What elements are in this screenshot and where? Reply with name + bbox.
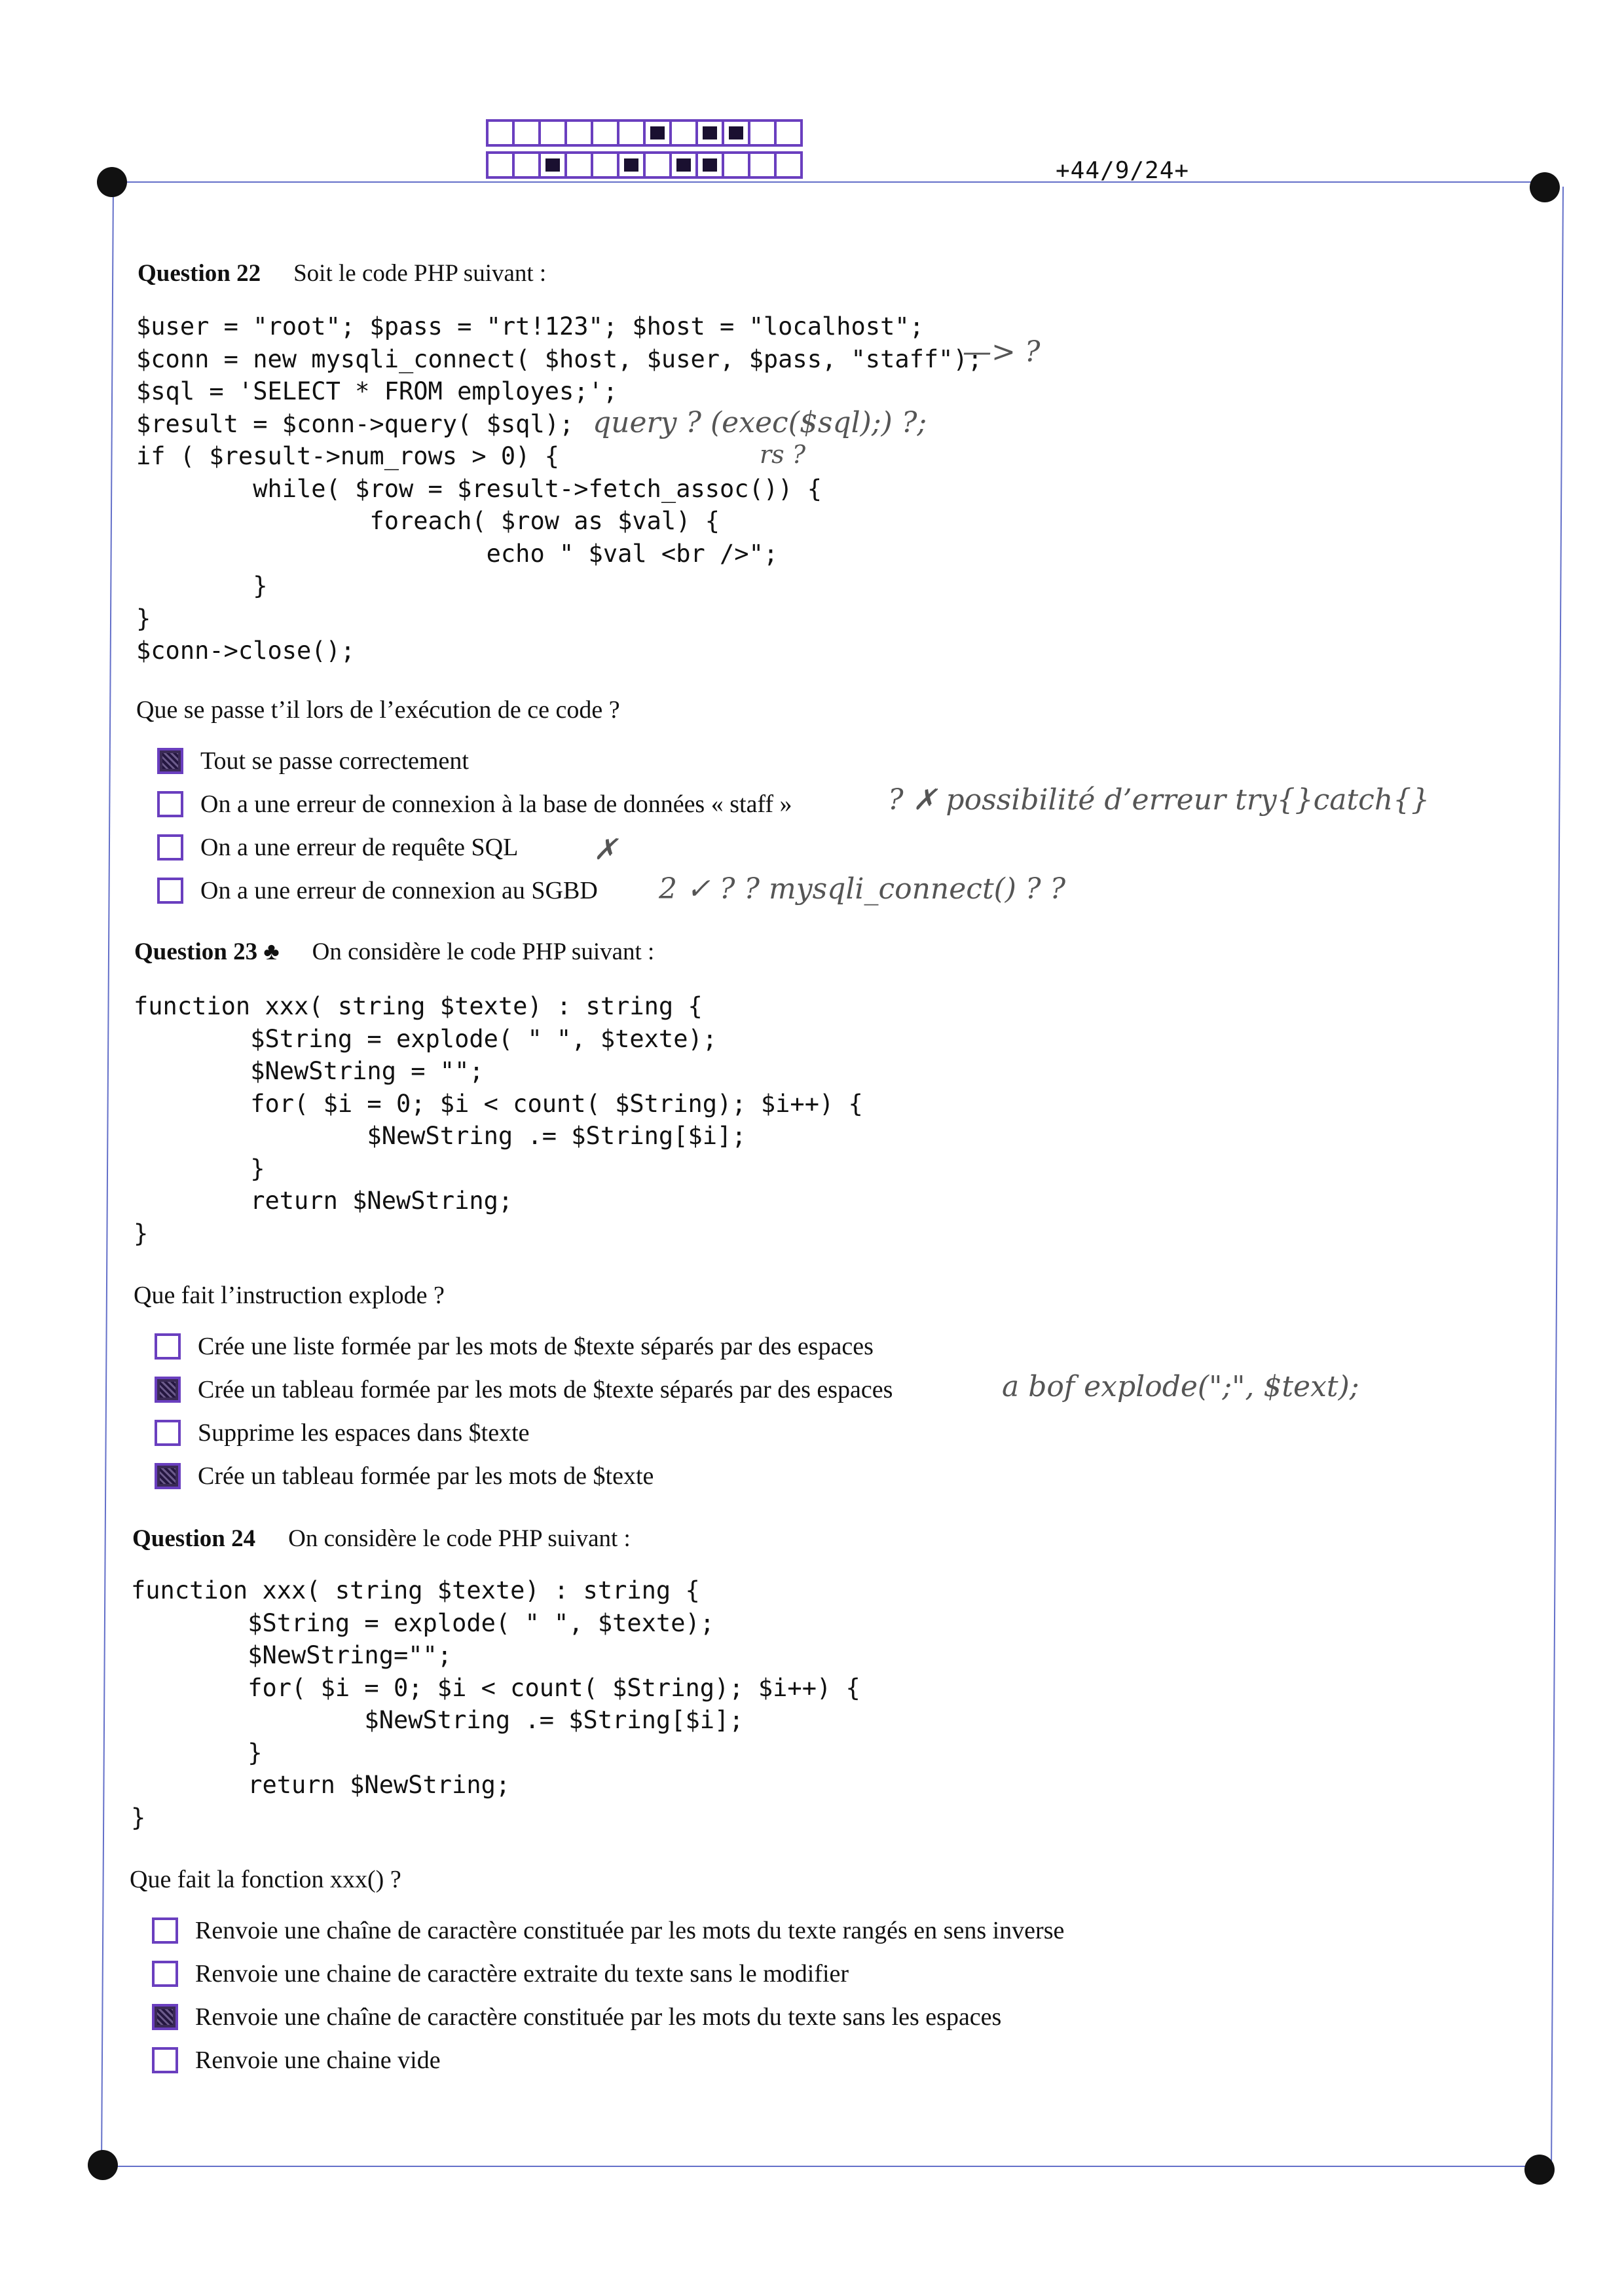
handwritten-note-rows: rs ? (760, 440, 806, 469)
answer-text: Crée une liste formée par les mots de $texte séparés par des espaces (198, 1333, 874, 1360)
answer-text: On a une erreur de connexion à la base de données « staff » (200, 790, 792, 818)
barcode-cell (774, 119, 803, 147)
question-23-code: function xxx( string $texte) : string { $String = explode( " ", $texte); $NewString = ""; for( $i = 0; $i < count( $String); $i++) { $NewString .= $String[$i]; } return $NewString; } (134, 992, 863, 1248)
barcode-cell (643, 151, 672, 179)
frame-left-border (101, 181, 114, 2166)
handwritten-note-answer3: ✗ (593, 833, 618, 866)
question-23-title (134, 938, 654, 966)
barcode-cell (591, 151, 619, 179)
q23-answer-1[interactable] (155, 1332, 874, 1361)
q23-checkbox-3[interactable] (155, 1420, 181, 1446)
q23-checkbox-4[interactable] (155, 1463, 181, 1489)
q22-answer-4[interactable] (157, 876, 598, 905)
answer-text: Crée un tableau formée par les mots de $texte (198, 1462, 654, 1490)
frame-right-border (1551, 187, 1564, 2171)
barcode-row-2 (486, 151, 800, 179)
q24-answer-2[interactable] (152, 1959, 849, 1988)
handwritten-note-query: query ? (exec($sql);) ?; (593, 406, 927, 439)
barcode-cell (617, 151, 646, 179)
corner-marker-bottom-right (1524, 2155, 1555, 2185)
q22-answer-1[interactable] (157, 747, 469, 775)
q22-answer-2[interactable] (157, 790, 792, 819)
barcode-cell (669, 119, 698, 147)
club-icon: ♣ (263, 938, 280, 965)
barcode-row-1 (486, 119, 800, 147)
barcode-cell (774, 151, 803, 179)
corner-marker-bottom-left (88, 2150, 118, 2180)
answer-text: Renvoie une chaîne de caractère constituée par les mots du texte sans les espaces (195, 2003, 1002, 2031)
question-label: Question 24 (132, 1525, 256, 1552)
corner-marker-top-right (1530, 172, 1560, 202)
q24-answer-3[interactable] (152, 2003, 1001, 2031)
answer-text: Renvoie une chaine de caractère extraite du texte sans le modifier (195, 1960, 849, 1988)
q23-checkbox-2[interactable] (155, 1377, 181, 1403)
handwritten-note-answer2: ? ✗ possibilité d’erreur try{}catch{} (888, 783, 1430, 817)
question-24-code: function xxx( string $texte) : string { $String = explode( " ", $texte); $NewString=""; for( $i = 0; $i < count( $String); $i++) { $NewString .= $String[$i]; } return $NewString; } (131, 1576, 860, 1832)
answer-text: Tout se passe correctement (200, 747, 469, 775)
barcode-cell (486, 119, 515, 147)
corner-marker-top-left (97, 167, 127, 197)
q22-checkbox-3[interactable] (157, 834, 183, 861)
question-intro: On considère le code PHP suivant : (312, 938, 655, 965)
q24-answer-1[interactable] (152, 1916, 1064, 1945)
question-intro: On considère le code PHP suivant : (288, 1525, 631, 1552)
barcode-cell (722, 119, 750, 147)
q24-checkbox-3[interactable] (152, 2004, 178, 2030)
barcode-cell (669, 151, 698, 179)
answer-text: Crée un tableau formée par les mots de $texte séparés par des espaces (198, 1376, 893, 1403)
q23-answer-2[interactable] (155, 1375, 893, 1404)
question-23-prompt: Que fait l’instruction explode ? (134, 1282, 445, 1309)
barcode-cell (695, 151, 724, 179)
barcode-cell (486, 151, 515, 179)
q22-checkbox-4[interactable] (157, 878, 183, 904)
question-22-prompt: Que se passe t’il lors de l’exécution de ce code ? (136, 696, 620, 724)
q24-checkbox-1[interactable] (152, 1917, 178, 1944)
barcode-cell (512, 151, 541, 179)
answer-text: On a une erreur de connexion au SGBD (200, 877, 598, 904)
barcode-cell (538, 151, 567, 179)
barcode-cell (512, 119, 541, 147)
barcode-cell (564, 119, 593, 147)
question-24-prompt: Que fait la fonction xxx() ? (130, 1866, 401, 1893)
frame-bottom-border (101, 2166, 1551, 2167)
question-label-text: Question 23 (134, 938, 258, 965)
handwritten-note-explode: a bof explode(";", $text); (1002, 1370, 1359, 1403)
q23-answer-3[interactable] (155, 1418, 530, 1447)
q24-checkbox-2[interactable] (152, 1961, 178, 1987)
q23-checkbox-1[interactable] (155, 1333, 181, 1360)
answer-text: Renvoie une chaine vide (195, 2046, 441, 2074)
question-24-title (132, 1525, 631, 1553)
question-intro: Soit le code PHP suivant : (293, 260, 547, 287)
handwritten-note-answer4: 2 ✓ ? ? mysqli_connect() ? ? (659, 872, 1066, 906)
q22-answer-3[interactable] (157, 833, 518, 862)
barcode-cell (748, 151, 777, 179)
q22-checkbox-2[interactable] (157, 791, 183, 817)
handwritten-note-arrow: —> ? (963, 335, 1041, 369)
barcode-cell (748, 119, 777, 147)
q23-answer-4[interactable] (155, 1462, 654, 1491)
barcode-cell (643, 119, 672, 147)
question-22-title (138, 259, 546, 287)
q24-answer-4[interactable] (152, 2046, 441, 2075)
answer-text: On a une erreur de requête SQL (200, 834, 519, 861)
question-label (134, 938, 280, 965)
barcode-cell (695, 119, 724, 147)
answer-text: Supprime les espaces dans $texte (198, 1419, 530, 1447)
q24-checkbox-4[interactable] (152, 2047, 178, 2073)
question-label: Question 22 (138, 260, 261, 287)
barcode-cell (722, 151, 750, 179)
frame-top-border (113, 181, 1545, 183)
barcode-cell (564, 151, 593, 179)
barcode-cell (538, 119, 567, 147)
exam-identifier: +44/9/24+ (1056, 157, 1190, 184)
answer-text: Renvoie une chaîne de caractère constituée par les mots du texte rangés en sens inverse (195, 1917, 1065, 1944)
q22-checkbox-1[interactable] (157, 748, 183, 774)
barcode-cell (591, 119, 619, 147)
barcode-cell (617, 119, 646, 147)
question-22-code: $user = "root"; $pass = "rt!123"; $host = "localhost"; $conn = new mysqli_connect( $host, $user, $pass, "staff"); $sql = 'SELECT * FROM employes;'; $result = $conn->query( $sql); if ( $result->num_rows > 0) { while( $row = $result->fetch_assoc()) { foreach( $row as $val) { echo " $val <br />"; } } $conn->close(); (136, 312, 983, 665)
